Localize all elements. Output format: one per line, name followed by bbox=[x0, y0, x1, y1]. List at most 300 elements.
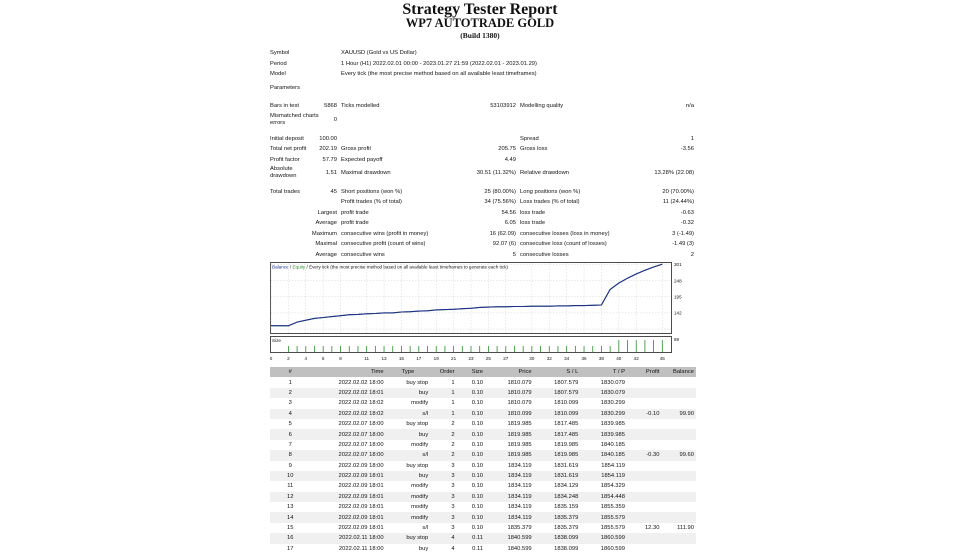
deal-col-size: 0.10 bbox=[457, 471, 485, 481]
deal-col-time: 2022.02.09 18:00 bbox=[338, 462, 384, 469]
x-tick-label: 30 bbox=[529, 356, 535, 361]
deal-col-profit bbox=[627, 429, 661, 439]
deal-col-sl: 1807.579 bbox=[554, 379, 579, 386]
deal-col-tp: 1830.299 bbox=[600, 400, 625, 407]
deal-col-time: 2022.02.02 18:00 bbox=[338, 379, 384, 386]
deal-col-type: modify bbox=[411, 441, 429, 448]
expected-payoff-value: 4.49 bbox=[504, 156, 516, 163]
max-drawdown-value: 30.51 (11.32%) bbox=[476, 170, 516, 176]
maximal-cons-profit-value: 92.07 (6) bbox=[492, 241, 516, 247]
y-tick-label: 89 bbox=[674, 337, 680, 342]
deal-col-time: 2022.02.02 18:02 bbox=[311, 409, 386, 419]
deal-col-number: 17 bbox=[287, 545, 294, 552]
deal-col-profit bbox=[627, 533, 661, 543]
deals-table bbox=[270, 367, 696, 554]
deal-col-sl: 1835.379 bbox=[554, 525, 579, 532]
deal-col-size: 0.10 bbox=[471, 421, 483, 428]
balance-chart bbox=[270, 262, 696, 366]
deal-col-price: 1810.079 bbox=[507, 379, 532, 386]
deal-col-sl: 1810.099 bbox=[534, 409, 581, 419]
x-tick-label: 25 bbox=[485, 356, 491, 361]
spread-label: Spread bbox=[520, 135, 539, 142]
maximal-cons-loss-label: consecutive loss (count of losses) bbox=[520, 241, 607, 247]
parameters-label: Parameters bbox=[270, 85, 300, 91]
deal-col-sl: 1838.099 bbox=[554, 545, 579, 552]
deal-col-number: 15 bbox=[287, 525, 294, 532]
deal-col-time: 2022.02.09 18:01 bbox=[311, 512, 386, 522]
deal-col-sl: 1817.485 bbox=[534, 429, 581, 439]
deal-col-tp: 1855.579 bbox=[600, 525, 625, 532]
deal-col-balance bbox=[661, 388, 696, 398]
bars-value: 5868 bbox=[324, 102, 337, 109]
deal-col-tp: 1840.185 bbox=[580, 450, 627, 460]
deal-col-balance bbox=[661, 544, 696, 554]
deal-row bbox=[270, 419, 696, 429]
deal-col-size: 0.10 bbox=[471, 379, 483, 386]
x-tick-label: 45 bbox=[659, 356, 665, 361]
deal-col-balance bbox=[661, 533, 696, 543]
x-tick-label: 36 bbox=[581, 356, 587, 361]
deal-col-profit bbox=[627, 377, 661, 387]
deal-col-sl: 1831.619 bbox=[554, 462, 579, 469]
deal-col-size: 0.10 bbox=[457, 450, 485, 460]
deal-col-size: 0.10 bbox=[457, 512, 485, 522]
deal-col-time: 2022.02.11 18:00 bbox=[338, 545, 384, 552]
x-tick-label: 21 bbox=[451, 356, 457, 361]
deal-col-type: buy stop bbox=[406, 462, 429, 469]
deal-col-balance bbox=[661, 461, 696, 471]
deal-col-price: 1834.119 bbox=[507, 504, 532, 511]
avg-cons-losses-label: consecutive losses bbox=[520, 251, 569, 258]
deal-row bbox=[270, 429, 696, 439]
max-cons-losses-label: consecutive losses (loss in money) bbox=[520, 230, 610, 237]
y-tick-label: 195 bbox=[674, 294, 682, 300]
deal-col-tp: 1839.985 bbox=[580, 429, 627, 439]
deal-col-profit bbox=[627, 492, 661, 502]
deal-col-balance bbox=[661, 502, 696, 512]
deal-row bbox=[270, 409, 696, 419]
deal-col-type: buy bbox=[386, 388, 431, 398]
abs-drawdown-label: Absolute drawdown bbox=[270, 166, 297, 179]
deal-col-balance: 99.90 bbox=[661, 409, 696, 419]
deal-col-profit: -0.30 bbox=[627, 450, 661, 460]
header-col-balance: Balance bbox=[661, 367, 696, 377]
deal-col-sl: 1835.159 bbox=[554, 504, 579, 511]
deal-col-sl: 1807.579 bbox=[534, 388, 581, 398]
profit-factor-value: 57.79 bbox=[322, 156, 337, 163]
deal-col-sl: 1819.985 bbox=[534, 450, 581, 460]
deal-row bbox=[270, 461, 696, 471]
deal-col-order: 1 bbox=[430, 388, 456, 398]
deal-col-order: 4 bbox=[451, 545, 455, 552]
deal-col-balance bbox=[661, 512, 696, 522]
deal-col-price: 1834.119 bbox=[485, 492, 534, 502]
gross-profit-label: Gross profit bbox=[341, 146, 371, 152]
header-col-time: Time bbox=[311, 367, 386, 377]
deal-row bbox=[270, 388, 696, 398]
deal-col-profit bbox=[627, 471, 661, 481]
deal-col-price: 1834.119 bbox=[507, 462, 532, 469]
deal-col-number: 4 bbox=[270, 409, 311, 419]
total-trades-value: 45 bbox=[330, 188, 337, 195]
x-tick-label: 34 bbox=[564, 356, 570, 361]
largest-profit-label: profit trade bbox=[341, 209, 369, 216]
deal-col-number: 6 bbox=[270, 429, 311, 439]
deal-col-profit: -0.10 bbox=[627, 409, 661, 419]
max-cons-losses-value: 3 (-1.49) bbox=[672, 230, 694, 237]
deal-col-tp: 1855.359 bbox=[600, 504, 625, 511]
initial-deposit-value: 100.00 bbox=[319, 135, 337, 142]
deal-col-size: 0.10 bbox=[471, 504, 483, 511]
deal-col-number: 16 bbox=[270, 533, 311, 543]
deal-col-balance bbox=[661, 398, 696, 408]
rel-drawdown-label: Relative drawdown bbox=[520, 170, 569, 176]
deal-row bbox=[270, 398, 696, 408]
period-value: 1 Hour (H1) 2022.02.01 00:00 - 2023.01.27 21:59 (2022.02.01 - 2023.01.29) bbox=[341, 60, 537, 67]
x-tick-label: 4 bbox=[304, 356, 308, 361]
chart-legend-equity: Equity bbox=[292, 264, 306, 270]
deal-col-tp: 1854.329 bbox=[600, 483, 625, 490]
profit-trades-value: 34 (75.56%) bbox=[484, 199, 516, 205]
x-tick-label: 13 bbox=[381, 356, 387, 361]
short-label: Short positions (won %) bbox=[341, 188, 403, 195]
deal-col-price: 1819.985 bbox=[507, 421, 532, 428]
deal-col-price: 1819.985 bbox=[507, 441, 532, 448]
average-loss-label: loss trade bbox=[520, 220, 546, 226]
largest-loss-label: loss trade bbox=[520, 209, 546, 216]
net-profit-value: 202.19 bbox=[319, 146, 337, 152]
deal-col-order: 3 bbox=[430, 492, 456, 502]
deal-col-price: 1834.119 bbox=[485, 471, 534, 481]
deal-col-type: modify bbox=[386, 492, 431, 502]
header-col-profit: Profit bbox=[627, 367, 661, 377]
deal-col-size: 0.10 bbox=[457, 388, 485, 398]
short-value: 25 (80.00%) bbox=[484, 188, 516, 195]
avg-cons-wins-value: 5 bbox=[512, 251, 516, 258]
deal-col-size: 0.10 bbox=[471, 462, 483, 469]
deal-col-profit bbox=[627, 481, 661, 491]
max-cons-wins-label: consecutive wins (profit in money) bbox=[341, 230, 429, 237]
deal-col-time: 2022.02.09 18:01 bbox=[311, 471, 386, 481]
deal-col-time: 2022.02.07 18:00 bbox=[338, 441, 384, 448]
deal-col-sl: 1835.379 bbox=[534, 512, 581, 522]
deal-col-size: 0.10 bbox=[471, 525, 483, 532]
deal-col-order: 3 bbox=[430, 471, 456, 481]
deal-row bbox=[270, 544, 696, 554]
net-profit-label: Total net profit bbox=[270, 146, 307, 152]
deal-col-time: 2022.02.11 18:00 bbox=[311, 533, 386, 543]
deal-row bbox=[270, 471, 696, 481]
abs-drawdown-value: 1.51 bbox=[325, 170, 337, 176]
deal-col-balance bbox=[661, 377, 696, 387]
x-tick-label: 15 bbox=[398, 356, 404, 361]
deal-col-type: buy bbox=[386, 429, 431, 439]
deal-col-number: 13 bbox=[287, 504, 294, 511]
deal-col-sl: 1834.248 bbox=[534, 492, 581, 502]
average2-label: Average bbox=[315, 251, 337, 258]
ticks-value: 53103912 bbox=[490, 102, 516, 109]
x-tick-label: 2 bbox=[287, 356, 290, 361]
deal-col-type: modify bbox=[411, 400, 429, 407]
deal-col-size: 0.10 bbox=[471, 441, 483, 448]
deal-col-type: s/l bbox=[386, 450, 431, 460]
deal-col-time: 2022.02.09 18:01 bbox=[311, 492, 386, 502]
deal-col-profit bbox=[627, 502, 661, 512]
deal-col-number: 9 bbox=[288, 462, 292, 469]
maximal-label: Maximal bbox=[315, 241, 337, 247]
deal-col-profit bbox=[627, 388, 661, 398]
deal-col-tp: 1860.599 bbox=[580, 533, 627, 543]
gross-loss-value: -3.56 bbox=[680, 146, 694, 152]
initial-deposit-label: Initial deposit bbox=[270, 135, 304, 142]
largest-label: Largest bbox=[317, 209, 337, 216]
x-tick-label: 32 bbox=[546, 356, 552, 361]
max-drawdown-label: Maximal drawdown bbox=[341, 170, 391, 176]
x-tick-label: 17 bbox=[416, 356, 422, 361]
deal-col-time: 2022.02.07 18:00 bbox=[311, 429, 386, 439]
header-col-type: Type bbox=[386, 367, 431, 377]
spread-value: 1 bbox=[690, 135, 694, 142]
deal-row bbox=[270, 481, 696, 491]
deal-col-number: 11 bbox=[287, 483, 294, 490]
maximum-label: Maximum bbox=[311, 230, 337, 237]
period-label: Period bbox=[270, 60, 287, 67]
largest-profit-value: 54.56 bbox=[501, 209, 516, 216]
deal-col-price: 1810.099 bbox=[485, 409, 534, 419]
deal-col-time: 2022.02.09 18:01 bbox=[338, 504, 384, 511]
deal-row bbox=[270, 502, 696, 512]
deal-col-number: 2 bbox=[270, 388, 311, 398]
x-tick-label: 38 bbox=[598, 356, 604, 361]
maximal-cons-profit-label: consecutive profit (count of wins) bbox=[341, 241, 426, 247]
deal-col-type: modify bbox=[411, 483, 429, 490]
symbol-label: Symbol bbox=[270, 50, 290, 56]
deal-col-number: 7 bbox=[288, 441, 292, 448]
average-profit-label: profit trade bbox=[341, 220, 369, 226]
mismatch-value: 0 bbox=[333, 117, 337, 123]
deal-col-profit bbox=[627, 398, 661, 408]
deal-col-size: 0.10 bbox=[471, 400, 483, 407]
x-tick-label: 6 bbox=[321, 356, 325, 361]
rel-drawdown-value: 13.28% (22.08) bbox=[654, 170, 694, 176]
deal-col-number: 8 bbox=[270, 450, 311, 460]
model-value: Every tick (the most precise method based on all available least timeframes) bbox=[341, 71, 537, 77]
ea-name: WP7 AUTOTRADE GOLD bbox=[405, 16, 555, 30]
report-title: Strategy Tester Report bbox=[402, 1, 558, 18]
deal-col-size: 0.10 bbox=[457, 429, 485, 439]
header-col-size: Size bbox=[457, 367, 485, 377]
deal-col-tp: 1830.079 bbox=[580, 388, 627, 398]
model-label: Model bbox=[270, 71, 286, 77]
largest-loss-value: -0.63 bbox=[680, 209, 694, 216]
total-trades-label: Total trades bbox=[270, 188, 300, 195]
x-tick-label: 11 bbox=[364, 356, 370, 361]
deal-col-tp: 1855.579 bbox=[580, 512, 627, 522]
deal-col-tp: 1839.985 bbox=[600, 421, 625, 428]
avg-cons-losses-value: 2 bbox=[690, 251, 694, 258]
long-value: 20 (70.00%) bbox=[662, 188, 694, 195]
deal-col-type: buy stop bbox=[386, 533, 431, 543]
deal-row bbox=[270, 512, 696, 522]
gross-profit-value: 205.75 bbox=[498, 146, 516, 152]
bars-label: Bars in test bbox=[270, 102, 299, 109]
deal-col-tp: 1860.599 bbox=[600, 545, 625, 552]
profit-trades-label: Profit trades (% of total) bbox=[341, 199, 402, 205]
avg-cons-wins-label: consecutive wins bbox=[341, 251, 385, 258]
deal-col-type: s/l bbox=[386, 409, 431, 419]
deal-col-balance bbox=[661, 492, 696, 502]
deal-col-price: 1835.379 bbox=[507, 525, 532, 532]
deal-col-balance bbox=[661, 471, 696, 481]
deal-col-profit: 12.30 bbox=[644, 525, 660, 532]
deal-col-size: 0.10 bbox=[457, 409, 485, 419]
deals-header-row bbox=[270, 367, 696, 377]
deal-col-order: 3 bbox=[430, 512, 456, 522]
deal-col-type: buy bbox=[418, 545, 429, 552]
deal-col-tp: 1830.079 bbox=[600, 379, 625, 386]
deal-col-sl: 1834.129 bbox=[554, 483, 579, 490]
average-label: Average bbox=[315, 220, 337, 226]
deal-col-price: 1840.599 bbox=[507, 545, 532, 552]
loss-trades-label: Loss trades (% of total) bbox=[520, 199, 580, 205]
y-tick-label: 142 bbox=[674, 310, 682, 316]
chart-legend-balance: Balance bbox=[272, 264, 289, 270]
deal-row bbox=[270, 377, 696, 387]
loss-trades-value: 11 (24.44%) bbox=[662, 199, 694, 205]
deal-col-time: 2022.02.07 18:00 bbox=[311, 450, 386, 460]
deal-row bbox=[270, 523, 696, 533]
x-tick-label: 42 bbox=[633, 356, 639, 361]
svg-text:Balance / Equity / Every tick bbox=[272, 264, 508, 269]
deal-col-size: 0.10 bbox=[457, 492, 485, 502]
deal-col-price: 1834.119 bbox=[485, 512, 534, 522]
deal-col-size: 0.11 bbox=[457, 533, 485, 543]
quality-label: Modelling quality bbox=[520, 102, 564, 109]
deal-col-order: 3 bbox=[451, 504, 455, 511]
deal-col-profit bbox=[627, 512, 661, 522]
deal-col-price: 1819.985 bbox=[485, 429, 534, 439]
x-tick-label: 19 bbox=[433, 356, 439, 361]
deal-col-number: 3 bbox=[288, 400, 292, 407]
deal-col-order: 4 bbox=[430, 533, 456, 543]
chart-legend-sep: / bbox=[288, 264, 293, 270]
deal-col-price: 1810.079 bbox=[485, 388, 534, 398]
deal-col-price: 1840.599 bbox=[485, 533, 534, 543]
deal-col-time: 2022.02.09 18:01 bbox=[338, 483, 384, 490]
deal-col-order: 1 bbox=[451, 379, 455, 386]
deal-col-type: buy bbox=[386, 471, 431, 481]
deal-col-price: 1834.119 bbox=[507, 483, 532, 490]
deal-col-tp: 1854.119 bbox=[601, 462, 625, 469]
deal-col-order: 3 bbox=[451, 483, 455, 490]
deal-col-size: 0.10 bbox=[471, 483, 483, 490]
deal-col-profit bbox=[627, 544, 661, 554]
profit-factor-label: Profit factor bbox=[270, 156, 300, 163]
deal-col-profit bbox=[627, 419, 661, 429]
deal-col-order: 2 bbox=[451, 441, 455, 448]
header-col-tp: T / P bbox=[580, 367, 627, 377]
deal-col-order: 1 bbox=[451, 400, 455, 407]
deal-col-balance: 111.90 bbox=[677, 525, 694, 532]
deal-col-balance bbox=[661, 429, 696, 439]
average-profit-value: 6.05 bbox=[504, 220, 516, 226]
deal-row bbox=[270, 450, 696, 460]
deal-row bbox=[270, 440, 696, 450]
deal-col-number: 1 bbox=[288, 379, 292, 386]
deal-col-tp: 1830.299 bbox=[580, 409, 627, 419]
x-tick-label: 27 bbox=[503, 356, 509, 361]
maximal-cons-loss-value: -1.49 (3) bbox=[672, 241, 694, 247]
deal-col-order: 2 bbox=[430, 450, 456, 460]
deal-col-balance bbox=[661, 419, 696, 429]
deal-row bbox=[270, 533, 696, 543]
deal-col-sl: 1831.619 bbox=[534, 471, 581, 481]
deal-col-profit bbox=[627, 440, 661, 450]
symbol-value: XAUUSD (Gold vs US Dollar) bbox=[341, 50, 417, 56]
deal-col-balance bbox=[661, 481, 696, 491]
size-panel-label: Size bbox=[272, 338, 281, 343]
x-tick-label: 8 bbox=[339, 356, 342, 361]
deal-col-tp: 1854.119 bbox=[580, 471, 627, 481]
average-loss-value: -0.32 bbox=[680, 220, 694, 226]
deal-col-number: 14 bbox=[270, 512, 311, 522]
deal-col-type: buy stop bbox=[406, 379, 429, 386]
y-tick-label: 248 bbox=[674, 278, 682, 284]
x-tick-label: 0 bbox=[269, 356, 273, 361]
deal-row bbox=[270, 492, 696, 502]
deal-col-type: modify bbox=[386, 512, 431, 522]
x-tick-label: 23 bbox=[468, 356, 474, 361]
deal-col-type: s/l bbox=[422, 525, 429, 532]
deal-col-number: 5 bbox=[288, 421, 292, 428]
deal-col-time: 2022.02.07 18:00 bbox=[338, 421, 384, 428]
deal-col-tp: 1854.448 bbox=[580, 492, 627, 502]
header-col-sl: S / L bbox=[534, 367, 581, 377]
deal-col-time: 2022.02.02 18:02 bbox=[338, 400, 384, 407]
header-col-number: # bbox=[270, 367, 311, 377]
chart-legend-rest: / Every tick (the most precise method based on all available least timeframes to generate each tick) bbox=[305, 264, 508, 270]
deal-col-sl: 1817.485 bbox=[554, 421, 579, 428]
header-col-price: Price bbox=[485, 367, 534, 377]
deal-col-type: modify bbox=[411, 504, 429, 511]
expected-payoff-label: Expected payoff bbox=[341, 156, 383, 163]
deal-col-size: 0.11 bbox=[472, 545, 483, 552]
deal-col-order: 1 bbox=[430, 409, 456, 419]
deal-col-time: 2022.02.09 18:01 bbox=[338, 525, 384, 532]
deal-col-order: 3 bbox=[451, 525, 455, 532]
deal-col-number: 10 bbox=[270, 471, 311, 481]
deal-col-order: 2 bbox=[430, 429, 456, 439]
deal-col-time: 2022.02.02 18:01 bbox=[311, 388, 386, 398]
deal-col-price: 1819.985 bbox=[485, 450, 534, 460]
deal-col-balance: 99.60 bbox=[661, 450, 696, 460]
deal-col-type: buy stop bbox=[406, 421, 429, 428]
max-cons-wins-value: 16 (62.09) bbox=[489, 230, 516, 237]
x-tick-label: 40 bbox=[616, 356, 622, 361]
deal-col-order: 2 bbox=[451, 421, 455, 428]
deal-col-sl: 1819.985 bbox=[554, 441, 579, 448]
build-number: (Build 1380) bbox=[460, 31, 500, 40]
deal-col-price: 1810.079 bbox=[507, 400, 532, 407]
y-tick-label: 301 bbox=[674, 262, 682, 268]
deal-col-sl: 1810.099 bbox=[554, 400, 579, 407]
deal-col-tp: 1840.185 bbox=[600, 441, 625, 448]
deal-col-balance bbox=[661, 440, 696, 450]
long-label: Long positions (won %) bbox=[520, 188, 581, 195]
deal-col-number: 12 bbox=[270, 492, 311, 502]
gross-loss-label: Gross loss bbox=[520, 146, 548, 152]
mismatch-label: Mismatched charts errors bbox=[270, 113, 319, 126]
